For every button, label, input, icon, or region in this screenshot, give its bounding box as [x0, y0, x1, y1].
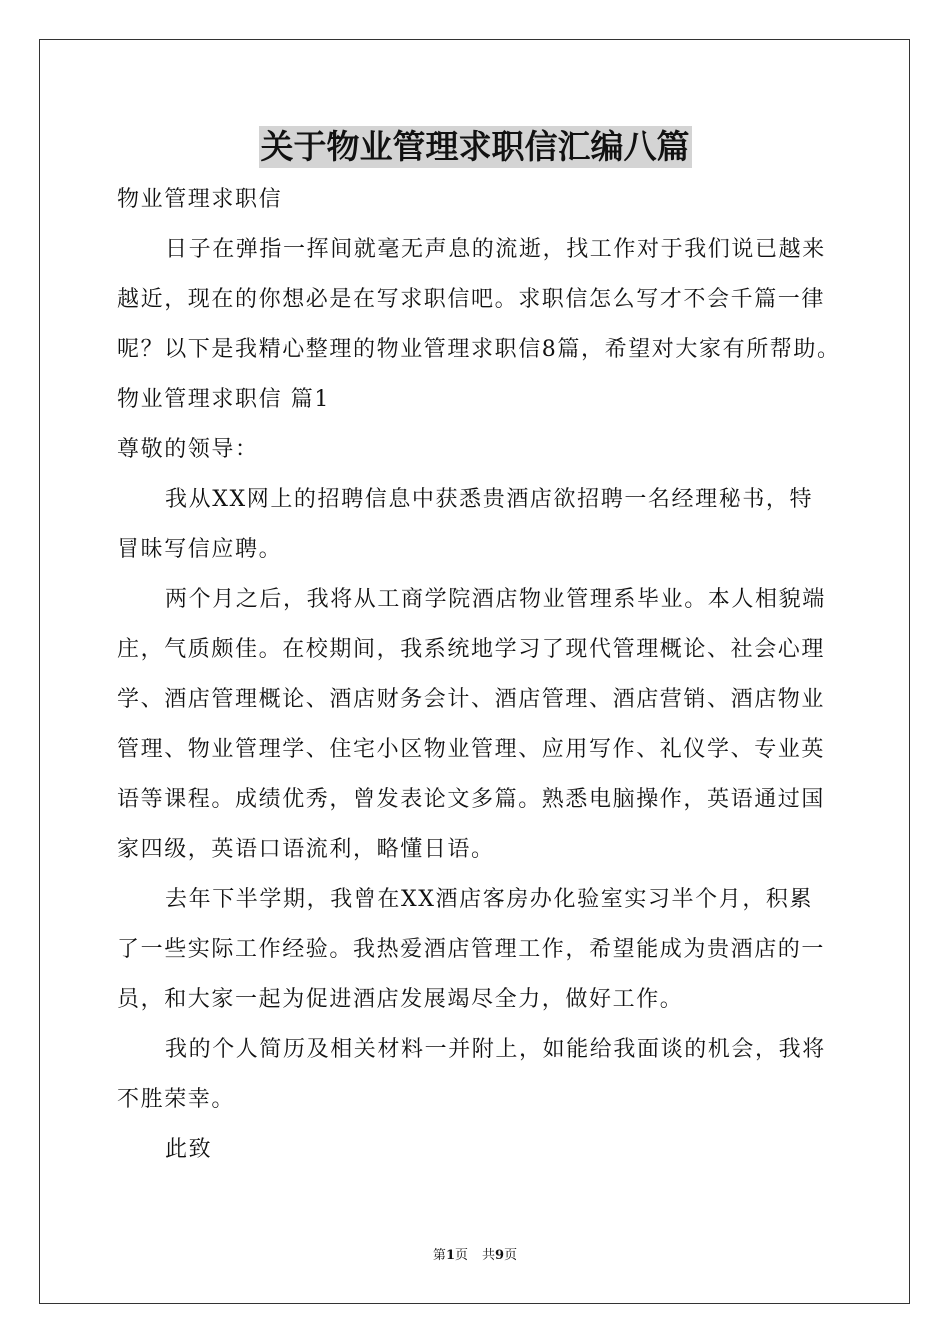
body-line: 了一些实际工作经验。我热爱酒店管理工作，希望能成为贵酒店的一 [117, 937, 826, 962]
page-footer [0, 1246, 950, 1266]
page-prefix: 第 [432, 1248, 446, 1263]
body-line: 不胜荣幸。 [117, 1087, 236, 1112]
page-suffix: 页 [454, 1248, 468, 1263]
body-line: 越近，现在的你想必是在写求职信吧。求职信怎么写才不会千篇一律 [117, 287, 826, 312]
body-line: 家四级，英语口语流利，略懂日语。 [117, 837, 495, 862]
body-line: 语等课程。成绩优秀，曾发表论文多篇。熟悉电脑操作，英语通过国 [117, 787, 826, 812]
total-suffix: 页 [504, 1248, 518, 1263]
total-pages: 9 [495, 1248, 505, 1263]
body-line: 员，和大家一起为促进酒店发展竭尽全力，做好工作。 [117, 987, 684, 1012]
document-title: 关于物业管理求职信汇编八篇 [260, 127, 690, 166]
body-line: 学、酒店管理概论、酒店财务会计、酒店管理、酒店营销、酒店物业 [117, 687, 826, 712]
body-line: 庄，气质颇佳。在校期间，我系统地学习了现代管理概论、社会心理 [117, 637, 826, 662]
body-line: 尊敬的领导： [117, 437, 259, 462]
body-line: 两个月之后，我将从工商学院酒店物业管理系毕业。本人相貌端 [165, 587, 826, 612]
body-line: 呢？以下是我精心整理的物业管理求职信8篇，希望对大家有所帮助。 [117, 337, 841, 362]
body-line: 去年下半学期，我曾在XX酒店客房办化验室实习半个月，积累 [165, 887, 814, 912]
body-line: 此致 [165, 1137, 213, 1162]
page-number: 1 [445, 1248, 455, 1263]
total-prefix: 共 [482, 1248, 496, 1263]
body-line: 冒昧写信应聘。 [117, 537, 283, 562]
body-line: 物业管理求职信 [117, 187, 283, 212]
document-body [117, 175, 841, 1175]
body-line: 我从XX网上的招聘信息中获悉贵酒店欲招聘一名经理秘书，特 [165, 487, 814, 512]
body-line: 日子在弹指一挥间就毫无声息的流逝，找工作对于我们说已越来 [165, 237, 826, 262]
body-line: 物业管理求职信 篇1 [117, 387, 330, 412]
body-line: 管理、物业管理学、住宅小区物业管理、应用写作、礼仪学、专业英 [117, 737, 826, 762]
title-container [0, 126, 950, 168]
body-line: 我的个人简历及相关材料一并附上，如能给我面谈的机会，我将 [165, 1037, 826, 1062]
